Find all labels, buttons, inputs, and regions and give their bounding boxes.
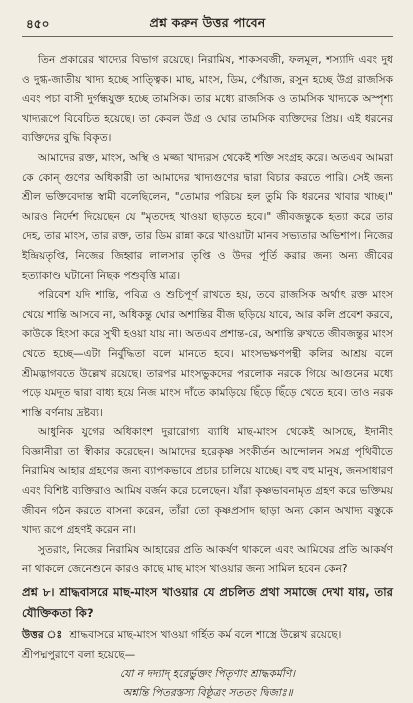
question-label: প্রশ্ন ৮। [22, 585, 55, 600]
running-title: প্রশ্ন করুন উত্তর পাবেন [149, 15, 266, 30]
paragraph-food-character: আমাদের রক্ত, মাংস, অস্থি ও মজ্জা খাদ্যরস থেকেই শক্তি সংগ্রহ করে। অতএব আমরা কে কোন্ গুণের অধিকারী তা আমাদের খাদ্যগুণের দ্বারা বিচার করতে পারি। সেই জন্য শ্রীল ভক্তিবেদান্ত স্বামী বলেছিলেন, "তোমার পরিচয় হল তুমি কি ধরনের খাবার খাচ্ছ।" আরও নির্দেশ দিয়েছেন যে "মৃতদেহ খাওয়া ছাড়তে হবে।" জীবজন্তুকে হত্যা করে তার দেহ, তার মাংস, তার রক্ত, তার ডিম রান্না করে খাওয়াটা মানব সভ্যতার অভিশাপ। নিজের ইন্দ্রিয়তৃপ্তি, নিজের জিহ্বার লালসার তৃপ্তি ও উদর পূর্তি করার জন্য অন্য জীবের হত্যাকাণ্ড ঘটানো নিছক পশুবৃত্তি মাত্র। [22, 151, 393, 282]
verse-line-2: অশ্নন্তি পিতরস্তস্য বিষ্ঠূত্রং সততং দ্বিজাঃ॥ [122, 687, 293, 700]
paragraph-peace: পরিবেশ যদি শান্তি, পবিত্র ও শুচিপূর্ণ রাখতে হয়, তবে রাজসিক অর্থাৎ রক্ত মাংস খেয়ে শান্তি আসবে না, অধিকন্তু ঘোর অশান্তির বীজ ছড়িয়ে যাবে, আর কলি প্রবেশ করবে, কাউকে হিংসা করে সুখী হওয়া যায় না। অতএব প্রশান্ত-রে, অশান্তি রুখতে জীবজন্তুর মাংস খেতে হচ্ছে—এটা নির্বুদ্ধিতা বলে মানতে হবে। মাংসভক্ষণপন্থী কলির আশ্রয় বলে শ্রীমদ্ভাগবতে উল্লেখ রয়েছে। তারপর মাংসভুকদের পরলোক নরকে গিয়ে আগুনের মধ্যে পড়ে যমদূত দ্বারা বাধ্য হয়ে নিজ মাংস দাঁতে কামড়িয়ে ছিঁড়ে ছিঁড়ে খেতে হবে। তাও নরক শাস্তি বর্ণনায় দ্রষ্টব্য। [22, 289, 393, 419]
answer-text: শ্রাদ্ধবাসরে মাছ-মাংস খাওয়া গর্হিত কর্ম বলে শাস্ত্রে উল্লেখ রয়েছে। [69, 629, 342, 642]
paragraph-conclusion: সুতরাং, নিজের নিরামিষ আহারের প্রতি আকর্ষণ থাকলে এবং আমিষের প্রতি আকর্ষণ না থাকলে জেনেশুনে কারও কাছে মাছ মাংস খাওয়ার জন্য সামিল হবেন কেন? [22, 543, 393, 576]
question-text: শ্রাদ্ধবাসরে মাছ-মাংস খাওয়ার যে প্রচলিত প্রথা সমাজে দেখা যায়, তার যৌক্তিকতা কি? [22, 585, 393, 621]
paragraph-food-types: তিন প্রকারের খাদ্যের বিভাগ রয়েছে। নিরামিষ, শাকসবজী, ফলমূল, শস্যাদি এবং দুধ ও দুগ্ধ-জাতীয় খাদ্য হচ্ছে সাত্ত্বিক। মাছ, মাংস, ডিম, পেঁয়াজ, রসুন হচ্ছে উগ্র রাজসিক এবং পচা বাসী দুর্গন্ধযুক্ত হচ্ছে তামসিক। তার মধ্যে রাজসিক ও তামসিক খাদ্যকে অস্পৃশ্য খাদ্যরূপে বিবেচিত হয়েছে। তা কেবল উগ্র ও ঘোর তামসিক ব্যক্তিদের প্রিয়। এই ধরনের ব্যক্তিদের বুদ্ধি বিকৃত। [22, 54, 393, 145]
paragraph-modern-diseases: আধুনিক যুগের অধিকাংশ দুরারোগ্য ব্যাধি মাছ-মাংস থেকেই আসছে, ইদানীং বিজ্ঞানীরা তা স্বীকার করেছেন। আমাদের হরেকৃষ্ণ সংকীর্তন আন্দোলন সমগ্র পৃথিবীতে নিরামিষ আহার গ্রহণের জন্য ব্যাপকভাবে প্রচার চালিয়ে যাচ্ছে। বহু বহু মানুষ, জনসাধারণ এবং বিশিষ্ট ব্যক্তিরাও আমিষ বর্জন করে চলেছেন। যাঁরা কৃষ্ণভাবনামৃত গ্রহণ করে ভক্তিময় জীবন গঠন করতে বাসনা করেন, তাঁরা তো কৃষ্ণপ্রসাদ ছাড়া অন্য কোন অখাদ্য বস্তুকে খাদ্য রূপে গ্রহণই করেন না। [22, 426, 393, 537]
answer-label: উত্তর ঃ [22, 629, 63, 642]
answer-8 [22, 626, 393, 646]
question-8 [22, 582, 393, 624]
quote-intro: শ্রীপদ্মপুরাণে বলা হয়েছে— [22, 648, 136, 661]
page-number: ৪৫০ [26, 17, 50, 31]
verse-line-1: যো ন দদ্যাদ্ হরের্ভুক্তং পিতৃণাং শ্রাদ্ধকর্মণি। [119, 668, 296, 681]
page-header [22, 14, 393, 37]
